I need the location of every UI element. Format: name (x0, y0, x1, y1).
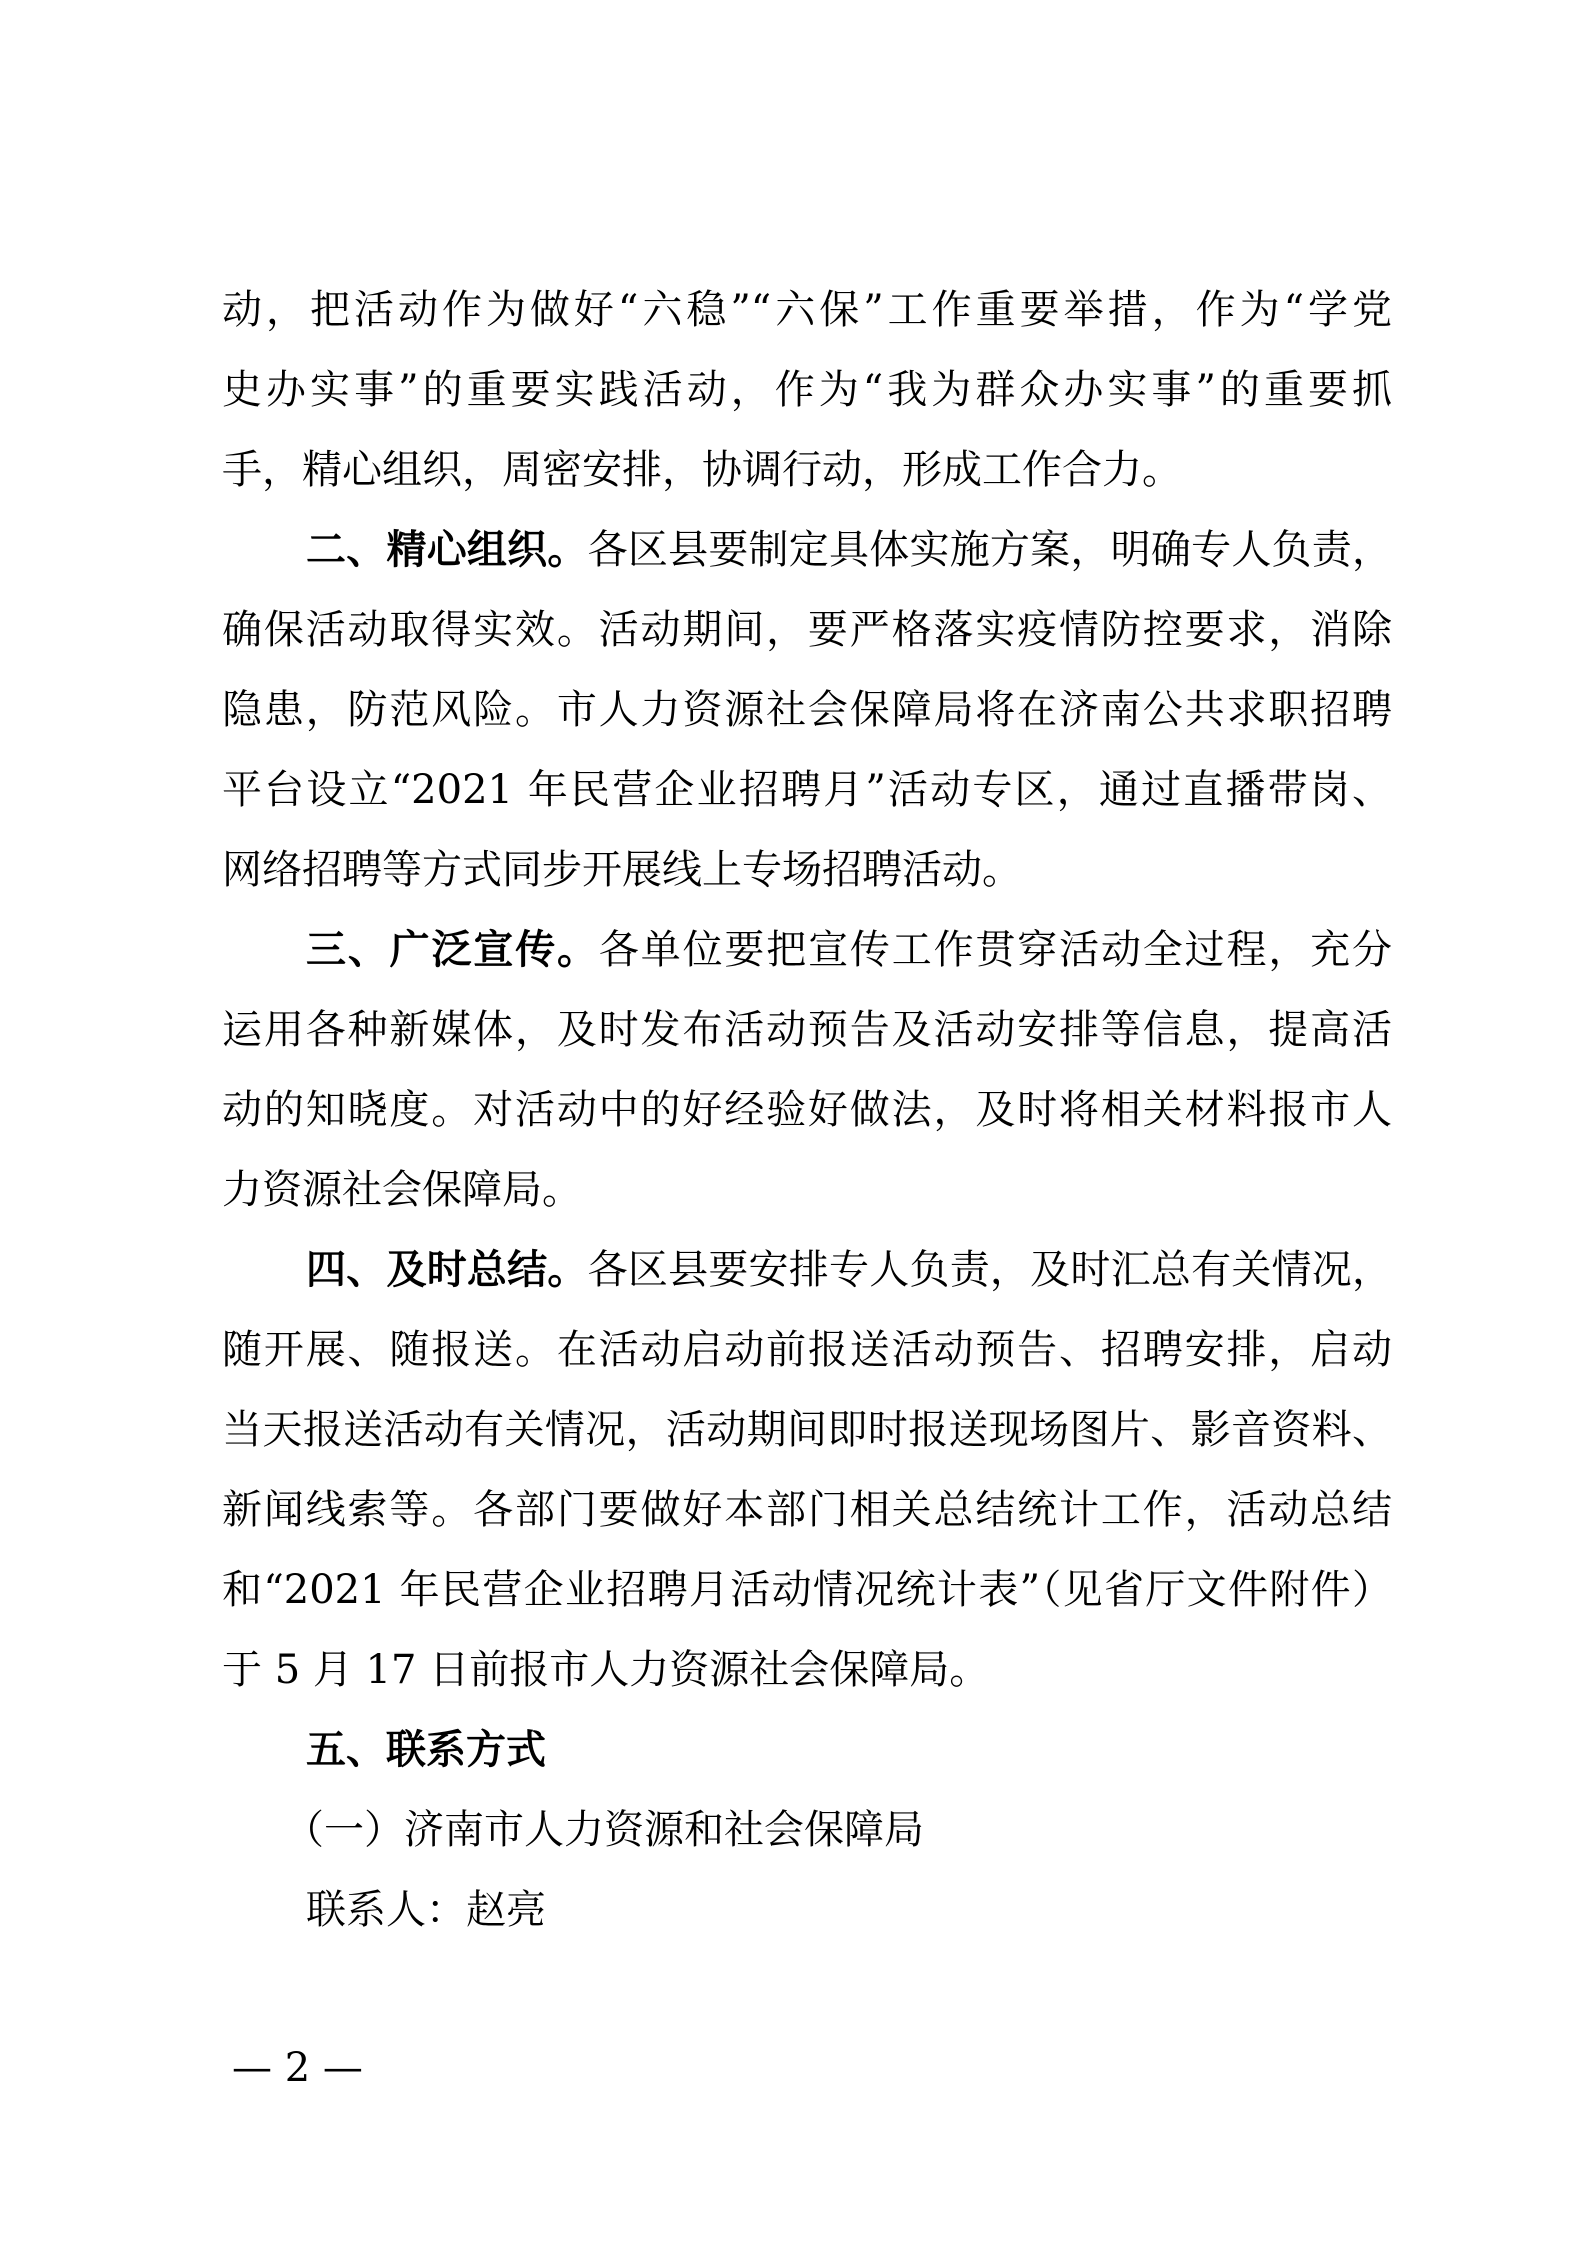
body-line: 运用各种新媒体，及时发布活动预告及活动安排等信息，提高活 (222, 1007, 1392, 1053)
section-4-heading: 四、及时总结。 (306, 1247, 588, 1293)
page-number: — 2 — (232, 2045, 363, 2091)
section-3-first-line (222, 910, 1392, 990)
body-line: 力资源社会保障局。 (222, 1167, 582, 1213)
section-3-heading: 三、广泛宣传。 (306, 927, 599, 973)
body-line: 当天报送活动有关情况，活动期间即时报送现场图片、影音资料、 (222, 1407, 1392, 1453)
contact-org: （一）济南市人力资源和社会保障局 (284, 1807, 924, 1853)
body-line: 史办实事”的重要实践活动，作为“我为群众办实事”的重要抓 (222, 367, 1392, 413)
body-line: 平台设立“2021 年民营企业招聘月”活动专区，通过直播带岗、 (222, 767, 1392, 813)
section-3-text: 各单位要把宣传工作贯穿活动全过程，充分 (598, 927, 1393, 973)
body-line: 于 5 月 17 日前报市人力资源社会保障局。 (222, 1647, 990, 1693)
body-line: 新闻线索等。各部门要做好本部门相关总结统计工作，活动总结 (222, 1487, 1392, 1533)
document-body (222, 270, 1392, 1950)
section-2-heading: 二、精心组织。 (306, 527, 588, 573)
body-line: 网络招聘等方式同步开展线上专场招聘活动。 (222, 847, 1022, 893)
section-2-text: 各区县要制定具体实施方案，明确专人负责， (587, 527, 1393, 573)
section-2-first-line (222, 510, 1392, 590)
body-line: 随开展、随报送。在活动启动前报送活动预告、招聘安排，启动 (222, 1327, 1392, 1373)
section-4-first-line (222, 1230, 1392, 1310)
body-line: 动的知晓度。对活动中的好经验好做法，及时将相关材料报市人 (222, 1087, 1392, 1133)
section-5-heading: 五、联系方式 (306, 1727, 546, 1773)
body-line: 手，精心组织，周密安排，协调行动，形成工作合力。 (222, 447, 1182, 493)
body-line: 隐患，防范风险。市人力资源社会保障局将在济南公共求职招聘 (222, 687, 1392, 733)
body-line: 动，把活动作为做好“六稳”“六保”工作重要举措，作为“学党 (222, 287, 1392, 333)
body-line: 确保活动取得实效。活动期间，要严格落实疫情防控要求，消除 (222, 607, 1392, 653)
section-4-text: 各区县要安排专人负责，及时汇总有关情况， (587, 1247, 1393, 1293)
body-line: 和“2021 年民营企业招聘月活动情况统计表”（见省厅文件附件） (222, 1567, 1392, 1613)
contact-person: 联系人：赵亮 (306, 1887, 546, 1933)
